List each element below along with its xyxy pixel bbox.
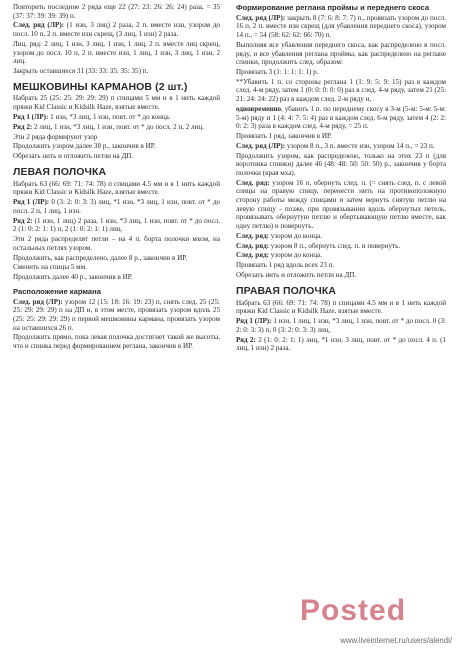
pocket-placement-heading: Расположение кармана — [13, 286, 101, 296]
left-front-paragraph-5: Продолжить далее 40 р., закончив в ИР. — [13, 273, 133, 282]
pocket-placement-paragraph-2: Продолжить прямо, пока левая полочка достигнет такой же высоты, что и спинка перед формированием реглана, закончив в ИР. — [13, 333, 220, 351]
left-front-paragraph-1: Набрать 63 (66: 69: 71: 74: 78) п спицами 4.5 мм и в 1 нить каждой пряжи Kid Classic и Kidsilk Haze, взятые вместе. — [13, 179, 220, 197]
intro-paragraph-3: Лиц. ряд: 2 лиц, 1 изн, 3 лиц, 1 изн, 1 лиц, 2 п. вместе лиц скрещ, узором до посл. 10 п, 2 п. вместе изн, 1 лиц, 1 изн, 3 лиц, 1 изн, 2 лиц. — [13, 39, 220, 66]
raglan-paragraph-3: Провязать 3 (1: 1: 1: 1: 1) р. — [236, 67, 319, 76]
raglan-heading: Формирование реглана проймы и переднего скоса — [236, 3, 430, 12]
left-front-heading: ЛЕВАЯ ПОЛОЧКА — [13, 165, 107, 178]
right-front-row-1: Ряд 1 (ЛР): 1 изн, 1 лиц, 1 изн, *3 лиц, 1 изн, повт. от * до посл. 0 (3: 2: 0: 3: 3) п, 0 (3: 2: 0: 3: 3) лиц. — [236, 317, 446, 334]
raglan-paragraph-6: Провязать 1 ряд, закончив в ИР. — [236, 132, 332, 141]
left-front-paragraph-2: Эти 2 ряда распределят петли – на 4 п. борта полочки мхом, на остальных петлях узором. — [13, 235, 220, 252]
raglan-row-6: След. ряд: узором до конца. — [236, 251, 322, 260]
intro-paragraph-1: Повторить последние 2 ряда еще 22 (27: 23: 26: 26: 24) раза, = 35 (37: 37: 39: 39: 39) п. — [13, 3, 220, 20]
raglan-paragraph-9: Обрезать нить и отложить петли на ДП. — [236, 271, 357, 280]
intro-paragraph-2: След. ряд (ЛР): (1 изн, 3 лиц) 2 раза, 2 п. вместе изн, узором до посл. 10 п, 2 п. вместе изн скрещ, (3 лиц, 1 изн) 2 раза. — [13, 21, 220, 39]
raglan-row-4: След. ряд: узором до конца. — [236, 231, 322, 240]
left-front-paragraph-4: Сменить на спицы 5 мм. — [13, 263, 87, 272]
right-front-paragraph-1: Набрать 63 (66: 69: 71: 74: 78) п спицами 4.5 мм и в 1 нить каждой пряжи Kid Classic и Kidsilk Haze, взятые вместе. — [236, 298, 446, 316]
right-front-heading: ПРАВАЯ ПОЛОЧКА — [236, 284, 337, 297]
pocket-placement-row: След. ряд (ЛР): узором 12 (15: 18: 16: 19: 23) п, снять след. 25 (25: 25: 29: 29: 29) п на ДП и, в этом месте, провязать узором вдоль 25 (25: 25: 29: 29: 29) п первой мешковины кармана, провязать узором на оставшихся 26 п. — [13, 297, 220, 332]
raglan-paragraph-5: одновременно, убавить 1 п. по переднему скосу в 3-м (5-м: 5-м: 5-м: 5-м) ряду и 1 (4: 4: 7: 5: 4) раз в каждом след. 6-м ряду, затем 4 (2: 2: 0: 2: 3) раза в каждом след. 4-м ряду, = 25 п. — [236, 104, 446, 131]
pockets-paragraph-1: Набрать 25 (25: 25: 29: 29: 29) п спицами 5 мм и в 1 нить каждой пряжи Kid Classic и Kidsilk Haze, взятые вместе. — [13, 94, 220, 112]
raglan-row-5: След. ряд: узором 8 п., обернуть след. п. и повернуть. — [236, 241, 401, 250]
pockets-row-1: Ряд 1 (ЛР): 1 изн, *3 лиц, 1 изн, повт. от * до конца. — [13, 112, 171, 121]
pockets-heading: МЕШКОВИНЫ КАРМАНОВ (2 шт.) — [13, 80, 188, 93]
raglan-row-3: След. ряд: узором 16 п, обернуть след. п. (= снять след. п. с левой спицы на правую спицу, перенести нить на противоположную сторону работы между спицами и затем вернуть снятую петлю на левую спицу - позже, при провязывании вдоль обернутых петель, провязывать обернутую петлю и обертывающую петлю вместе, как одну петлю) и повернуть. — [236, 178, 446, 230]
watermark-url[interactable]: www.liveinternet.ru/users/alendi/ — [340, 636, 452, 645]
right-front-row-2: Ряд 2: 2 (1: 0: 2: 1: 1) лиц, *1 изн, 3 лиц, повт. от * до посл. 4 п. (1 лиц, 1 изн) 2 раза. — [236, 335, 447, 353]
raglan-row-2: След. ряд (ЛР): узором 8 п., 3 п. вместе изн, узором 14 п., = 23 п. — [236, 141, 435, 150]
left-column — [13, 3, 220, 352]
raglan-paragraph-4: **Убавить 1 п. со стороны реглана 1 (1: 9: 5: 9: 15) раз в каждом след. 4-м ряду, затем 1 (0: 0: 0: 0: 0) раз в след. 4-м ряду, затем 21 (25: 21: 24: 24: 22) раз в каждом след. 2-м ряду и, — [236, 77, 446, 104]
pockets-paragraph-2: Эти 2 ряда формируют узор — [13, 132, 98, 141]
intro-paragraph-4: Закрыть оставшиеся 31 (33: 33: 35: 35: 35) п. — [13, 67, 149, 76]
watermark-logo: Posted — [300, 594, 407, 627]
left-front-row-2: Ряд 2: (1 изн, 1 лиц) 2 раза, 1 изн, *3 лиц, 1 изн, повт. от * до посл. 2 (1: 0: 2: 1: 1) п, 2 (1: 0: 2: 1: 1) лиц. — [13, 216, 220, 234]
raglan-paragraph-8: Провязать 1 ряд вдоль всех 23 п. — [236, 261, 335, 270]
pockets-paragraph-3: Продолжить узором далее 38 р., закончив в ИР. — [13, 142, 156, 151]
raglan-paragraph-2: Выполняя все убавления переднего скоса, как распределено в посл. ряду, и все убавления реглана проймы, как распределено на реглане спинки, продолжить след. образом: — [236, 40, 446, 67]
right-column — [236, 3, 446, 354]
pockets-paragraph-4: Обрезать нить и отложить петли на ДП. — [13, 152, 134, 161]
raglan-paragraph-7: Продолжить узором, как распределено, только на этих 23 п (для воротника спинки) далее 46 (48: 48: 50: 50: 50) р., закончив у борта полочки (края мха). — [236, 151, 446, 177]
left-front-paragraph-3: Продолжить, как распределено, далее 8 р., закончив в ИР. — [13, 253, 188, 262]
pockets-row-2: Ряд 2: 2 лиц, 1 изн, *3 лиц, 1 изн, повт. от * до посл. 2 п, 2 лиц. — [13, 122, 204, 131]
left-front-row-1: Ряд 1 (ЛР): 0 (3: 2: 0: 3: 3) лиц, *1 изн, *3 лиц, 1 изн, повт. от * до посл. 2 п, 1 лиц, 1 изн. — [13, 198, 220, 215]
raglan-row-1: След. ряд (ЛР): закрыть 8 (7: 6: 8: 7: 7) п., провязать узором до посл. 16 п, 2 п. вместе изн скрещ (для убавления переднего скоса), узором 14 п., = 54 (58: 62: 62: 66: 70) п. — [236, 13, 446, 40]
